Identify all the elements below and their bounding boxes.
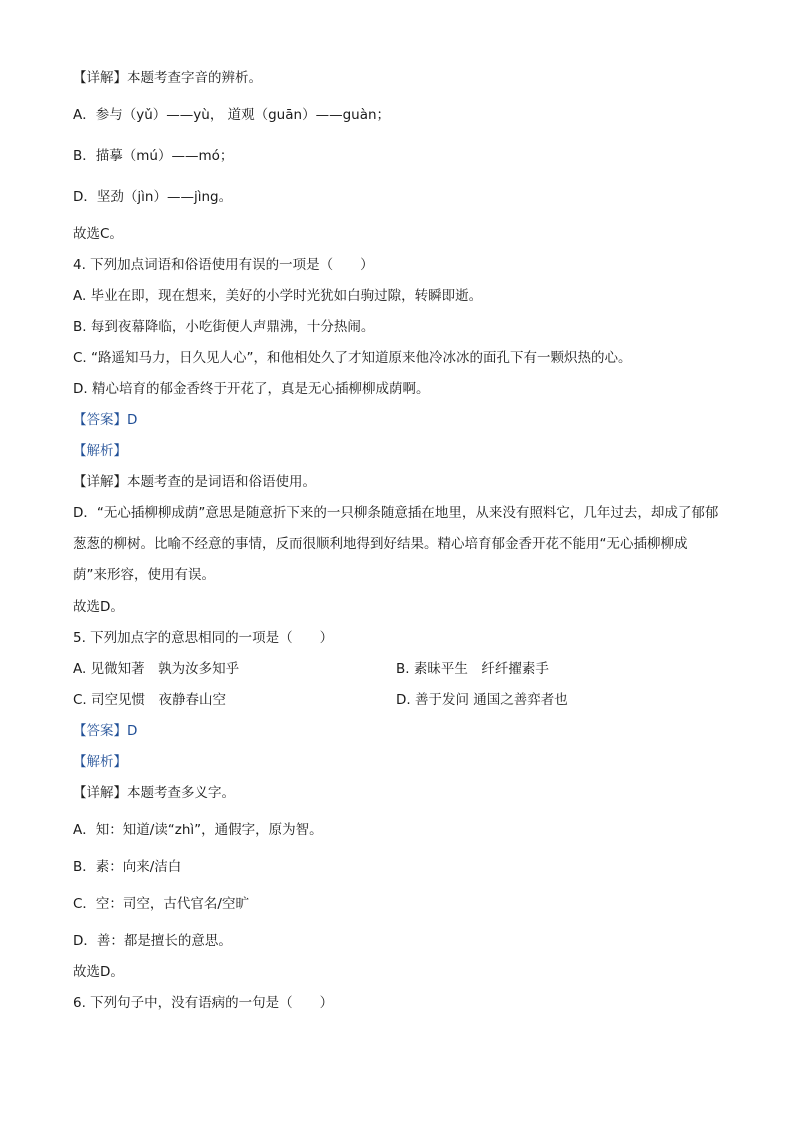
question-6-stem: 6. 下列句子中，没有语病的一句是（ ） [73, 995, 334, 1011]
question-4-detail: 【详解】本题考查的是词语和俗语使用。 [73, 474, 316, 490]
question-4-option-b: B. 每到夜幕降临，小吃街便人声鼎沸，十分热闹。 [73, 319, 375, 335]
question-5-answer-key: 【答案】D [73, 723, 138, 739]
question-5-stem: 5. 下列加点字的意思相同的一项是（ ） [73, 630, 334, 646]
explain-b-q3: B．描摹（mú）——mó； [73, 148, 234, 164]
question-4-option-a: A. 毕业在即，现在想来，美好的小学时光犹如白驹过隙，转瞬即逝。 [73, 288, 483, 304]
question-5-explain-d: D．善：都是擅长的意思。 [73, 933, 232, 949]
question-4-analysis-label: 【解析】 [73, 443, 127, 459]
question-4-stem: 4. 下列加点词语和俗语使用有误的一项是（ ） [73, 257, 374, 273]
question-5-analysis-label: 【解析】 [73, 754, 127, 770]
question-4-explanation: D．“无心插柳柳成荫”意思是随意折下来的一只柳条随意插在地里，从来没有照料它，几年过去，却成了郁郁葱葱的柳树。比喻不经意的事情，反而很顺利地得到好结果。精心培育郁金香开花不能用“无心插柳柳成荫”来形容，使用有误。 [73, 505, 719, 583]
question-5-answer: 故选D。 [73, 964, 124, 980]
detail-line-q3: 【详解】本题考查字音的辨析。 [73, 70, 262, 86]
question-5-explain-a: A．知：知道/读“zhì”，通假字，原为智。 [73, 822, 323, 838]
question-5-option-c: C. 司空见惯 夜静春山空 [73, 692, 227, 708]
answer-q3: 故选C。 [73, 226, 123, 242]
question-5-detail: 【详解】本题考查多义字。 [73, 785, 235, 801]
question-5-option-a: A. 见微知著 孰为汝多知乎 [73, 661, 240, 677]
question-5-explain-b: B．素：向来/洁白 [73, 859, 182, 875]
question-5-explain-c: C．空：司空，古代官名/空旷 [73, 896, 249, 912]
question-4-option-c: C. “路遥知马力，日久见人心”，和他相处久了才知道原来他冷冰冰的面孔下有一颗炽热的心。 [73, 350, 632, 366]
question-5-option-d: D. 善于发问 通国之善弈者也 [396, 692, 568, 708]
question-4-option-d: D. 精心培育的郁金香终于开花了，真是无心插柳柳成荫啊。 [73, 381, 430, 397]
explain-a-q3: A．参与（yǔ）——yù， 道观（guān）——guàn； [73, 107, 391, 123]
question-4-answer-key: 【答案】D [73, 412, 138, 428]
question-4-answer: 故选D。 [73, 599, 124, 615]
question-5-option-b: B. 素昧平生 纤纤擢素手 [396, 661, 549, 677]
explain-d-q3: D．坚劲（jìn）——jìng。 [73, 189, 233, 205]
